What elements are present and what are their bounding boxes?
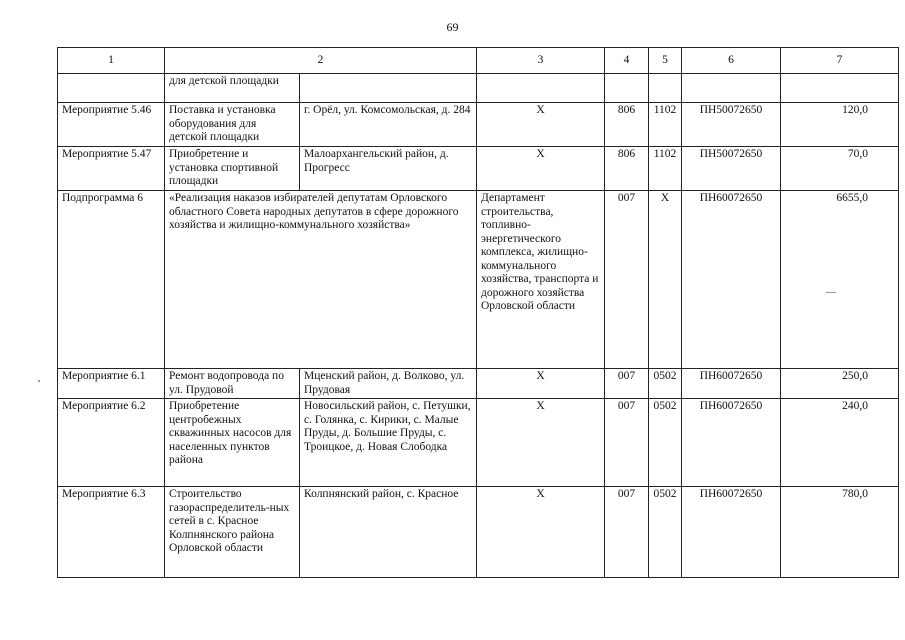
page-number: 69 [446, 20, 459, 34]
header-row [58, 48, 899, 74]
cell-amount: 6655,0 [781, 191, 899, 369]
cell-executor: Х [477, 103, 605, 147]
cell-rzpr: Х [649, 191, 682, 369]
cell-name: Приобретение и установка спортивной площадки [165, 147, 300, 191]
scan-mark [826, 292, 836, 293]
cell-id: Мероприятие 5.46 [58, 103, 165, 147]
cell-csr: ПН60072650 [682, 191, 781, 369]
cell-csr: ПН60072650 [682, 487, 781, 578]
cell-name: Ремонт водопровода по ул. Прудовой [165, 369, 300, 399]
header-col-6: 6 [682, 48, 781, 74]
cell-grbs: 806 [605, 103, 649, 147]
header-col-7: 7 [781, 48, 899, 74]
cell-csr: ПН60072650 [682, 399, 781, 487]
table-row [58, 399, 899, 487]
cell-id: Мероприятие 6.3 [58, 487, 165, 578]
header-col-2: 2 [165, 48, 477, 74]
cell-csr: ПН60072650 [682, 369, 781, 399]
cell-grbs: 007 [605, 487, 649, 578]
cell-executor: Департамент строительства, топливно-энергетического комплекса, жилищно-коммунального хозяйства, транспорта и дорожного хозяйства Орловской области [477, 191, 605, 369]
cell-grbs: 007 [605, 369, 649, 399]
cell-location: Колпнянский район, с. Красное [300, 487, 477, 578]
table-row [58, 369, 899, 399]
cell-grbs: 806 [605, 147, 649, 191]
cell-rzpr: 1102 [649, 147, 682, 191]
cell-amount: 780,0 [781, 487, 899, 578]
cell-location: Малоархангельский район, д. Прогресс [300, 147, 477, 191]
header-col-3: 3 [477, 48, 605, 74]
cell-id: Подпрограмма 6 [58, 191, 165, 369]
table-row-subprogram [58, 191, 899, 369]
cell-grbs: 007 [605, 399, 649, 487]
cell-name: Поставка и установка оборудования для детской площадки [165, 103, 300, 147]
table-row [58, 147, 899, 191]
header-col-1: 1 [58, 48, 165, 74]
cell-amount: 120,0 [781, 103, 899, 147]
cell-rzpr: 0502 [649, 369, 682, 399]
scan-mark [38, 380, 40, 382]
cell-id: Мероприятие 5.47 [58, 147, 165, 191]
cell-rzpr: 0502 [649, 487, 682, 578]
cell-executor: Х [477, 399, 605, 487]
cell-executor: Х [477, 369, 605, 399]
table-row [58, 487, 899, 578]
cell-name: для детской площадки [165, 74, 300, 103]
cell-amount: 70,0 [781, 147, 899, 191]
cell-rzpr: 0502 [649, 399, 682, 487]
cell-id: Мероприятие 6.1 [58, 369, 165, 399]
cell-executor: Х [477, 487, 605, 578]
cell-amount: 240,0 [781, 399, 899, 487]
cell-location: Мценский район, д. Волково, ул. Прудовая [300, 369, 477, 399]
cell-name: Строительство газораспределитель-ных сетей в с. Красное Колпнянского района Орловской области [165, 487, 300, 578]
header-col-4: 4 [605, 48, 649, 74]
cell-name: Приобретение центробежных скважинных насосов для населенных пунктов района [165, 399, 300, 487]
cell-id: Мероприятие 6.2 [58, 399, 165, 487]
budget-table [57, 47, 899, 578]
cell-csr: ПН50072650 [682, 147, 781, 191]
table-row-continuation [58, 74, 899, 103]
cell-location: г. Орёл, ул. Комсомольская, д. 284 [300, 103, 477, 147]
table-row [58, 103, 899, 147]
cell-location: Новосильский район, с. Петушки, с. Голянка, с. Кирики, с. Малые Пруды, д. Большие Пруды, с. Троицкое, д. Новая Слободка [300, 399, 477, 487]
cell-name: «Реализация наказов избирателей депутатам Орловского областного Совета народных депутатов в сфере дорожного хозяйства и жилищно-коммунального хозяйства» [165, 191, 477, 369]
cell-csr: ПН50072650 [682, 103, 781, 147]
cell-executor: Х [477, 147, 605, 191]
cell-amount: 250,0 [781, 369, 899, 399]
header-col-5: 5 [649, 48, 682, 74]
cell-grbs: 007 [605, 191, 649, 369]
cell-rzpr: 1102 [649, 103, 682, 147]
